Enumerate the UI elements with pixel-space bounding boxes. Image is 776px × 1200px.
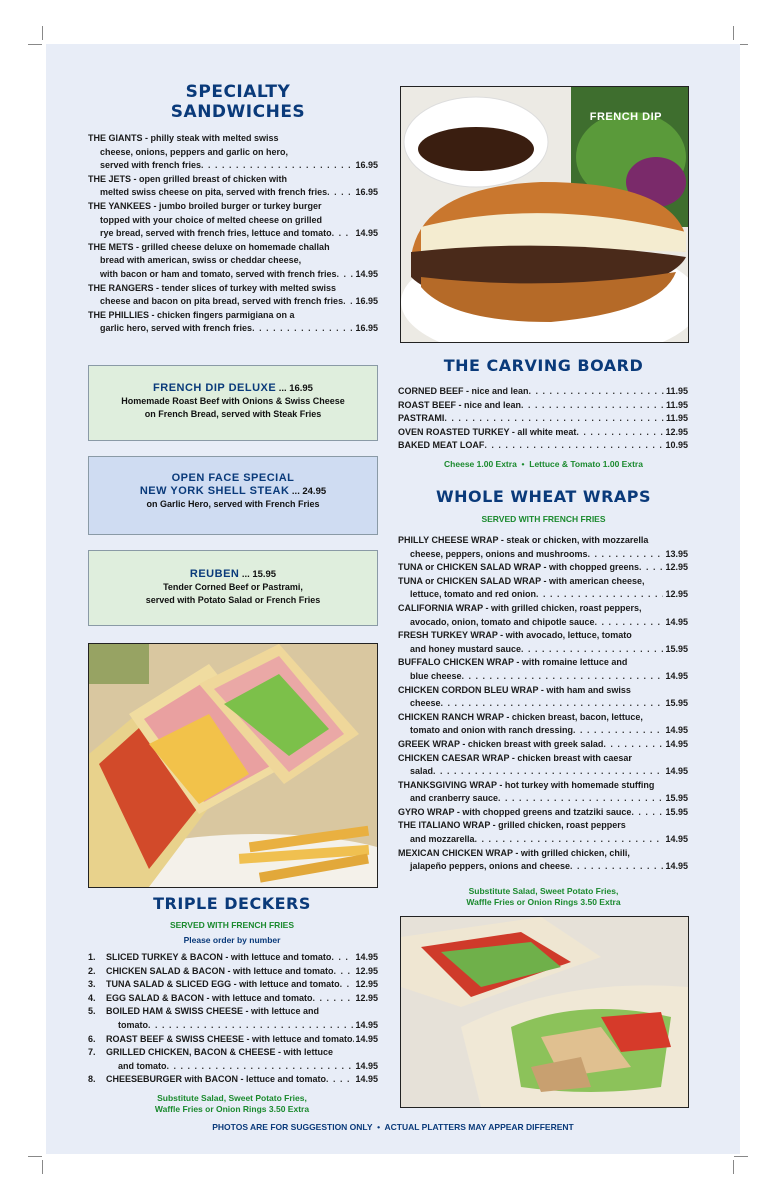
list-item (88, 282, 378, 309)
item-price: 15.95 (665, 643, 688, 654)
triple-substitute-note (88, 1093, 376, 1115)
item-line: PASTRAMI (398, 413, 445, 424)
item-price: 11.95 (665, 386, 688, 396)
list-item (88, 992, 378, 1006)
box-line: Tender Corned Beef or Pastrami, (163, 582, 303, 592)
item-price: 12.95 (665, 426, 688, 437)
item-price: 14.95 (665, 766, 688, 777)
item-price: 15.95 (665, 793, 688, 804)
item-line: avocado, onion, tomato and chipotle sauce (410, 616, 595, 627)
item-line: CHICKEN SALAD & BACON - with lettuce and tomato (106, 965, 334, 976)
list-item (398, 412, 688, 426)
box-title: OPEN FACE SPECIAL (171, 472, 295, 484)
note-separator: • (521, 459, 525, 469)
list-item (88, 1033, 378, 1047)
box-dots: ... (291, 486, 300, 497)
list-item (398, 561, 688, 575)
item-price: 15.95 (665, 806, 688, 817)
box-price: 16.95 (289, 383, 313, 394)
list-item (398, 711, 688, 738)
item-line: THE YANKEES - jumbo broiled burger or turkey burger (88, 200, 322, 211)
item-line: CHICKEN CORDON BLEU WRAP - with ham and swiss (398, 684, 631, 695)
list-item (398, 629, 688, 656)
item-number: 5. (88, 1006, 96, 1017)
item-line: PHILLY CHEESE WRAP - steak or chicken, with mozzarella (398, 535, 649, 545)
item-price: 12.95 (665, 589, 688, 600)
french-dip-deluxe-box (88, 365, 378, 441)
list-item (398, 779, 688, 806)
item-line: cheese, peppers, onions and mushrooms (410, 548, 588, 559)
crop-mark (733, 1160, 734, 1174)
item-price: 14.95 (355, 228, 378, 239)
crop-mark (734, 1156, 748, 1157)
box-title: NEW YORK SHELL STEAK (139, 485, 290, 497)
list-item (88, 965, 378, 979)
item-line: rye bread, served with french fries, lettuce and tomato (100, 228, 332, 239)
list-item (398, 575, 688, 602)
item-line: melted swiss cheese on pita, served with french fries (100, 187, 328, 198)
note-left: Cheese 1.00 Extra (444, 459, 517, 469)
item-price: 14.95 (355, 1019, 378, 1030)
club-sandwich-photo (88, 643, 378, 888)
item-price: 14.95 (355, 952, 378, 962)
item-line: OVEN ROASTED TURKEY - all white meat (398, 426, 577, 437)
item-price: 14.95 (665, 670, 688, 681)
item-price: 14.95 (665, 834, 688, 845)
specialty-list (88, 132, 378, 336)
item-line: and cranberry sauce (410, 793, 499, 804)
box-title: FRENCH DIP DELUXE (153, 382, 277, 394)
item-price: 14.95 (355, 1033, 378, 1044)
item-line: BAKED MEAT LOAF (398, 440, 485, 451)
item-line: and tomato (118, 1060, 167, 1071)
item-line: THE METS - grilled cheese deluxe on homemade challah (88, 241, 330, 252)
list-item (398, 806, 688, 820)
list-item (398, 602, 688, 629)
item-line: GRILLED CHICKEN, BACON & CHEESE - with lettuce (106, 1047, 334, 1058)
carving-extras-note (400, 459, 687, 469)
menu-page (46, 44, 740, 1154)
item-line: tomato (118, 1019, 148, 1030)
item-price: 11.95 (665, 413, 688, 424)
item-number: 3. (88, 979, 96, 990)
item-number: 2. (88, 965, 96, 976)
footer-separator: • (377, 1122, 381, 1132)
item-number: 8. (88, 1074, 96, 1085)
list-item (398, 439, 688, 453)
list-item (398, 684, 688, 711)
list-item (88, 132, 378, 173)
item-price: 14.95 (665, 725, 688, 736)
list-item (398, 399, 688, 413)
box-line: on French Bread, served with Steak Fries (144, 409, 322, 419)
item-number: 6. (88, 1033, 96, 1044)
box-line: served with Potato Salad or French Fries (145, 595, 321, 605)
item-line: cheese (410, 698, 441, 709)
item-line: jalapeño peppers, onions and cheese (410, 861, 571, 872)
list-item (88, 241, 378, 282)
crop-mark (733, 26, 734, 40)
item-price: 14.95 (355, 1074, 378, 1085)
footer-right: ACTUAL PLATTERS MAY APPEAR DIFFERENT (384, 1122, 574, 1132)
item-line: THANKSGIVING WRAP - hot turkey with homemade stuffing (398, 779, 655, 790)
item-price: 16.95 (355, 296, 378, 307)
item-line: GYRO WRAP - with chopped greens and tzatziki sauce (398, 806, 632, 817)
item-line: salad (410, 766, 434, 777)
item-number: 4. (88, 992, 96, 1003)
french-dip-label: FRENCH DIP (589, 111, 662, 123)
item-line: served with french fries (100, 160, 202, 171)
note-right: Lettuce & Tomato 1.00 Extra (529, 459, 643, 469)
note-line: Substitute Salad, Sweet Potato Fries, (468, 886, 619, 896)
item-line: tomato and onion with ranch dressing (410, 725, 574, 736)
item-line: with bacon or ham and tomato, served with french fries (100, 268, 337, 279)
footer-left: PHOTOS ARE FOR SUGGESTION ONLY (212, 1122, 373, 1132)
wrap-photo (400, 916, 689, 1108)
carving-board-title: THE CARVING BOARD (443, 356, 644, 375)
list-item (398, 385, 688, 399)
item-price: 12.95 (665, 562, 688, 573)
crop-mark (42, 26, 43, 40)
list-item (88, 978, 378, 992)
item-line: BUFFALO CHICKEN WRAP - with romaine lettuce and (398, 657, 628, 668)
wraps-title: WHOLE WHEAT WRAPS (435, 487, 652, 506)
item-line: SLICED TURKEY & BACON - with lettuce and tomato (106, 952, 332, 962)
list-item (88, 173, 378, 200)
item-line: CORNED BEEF - nice and lean (398, 386, 529, 396)
item-number: 7. (88, 1047, 96, 1058)
item-line: cheese, onions, peppers and garlic on hero, (100, 146, 289, 157)
item-line: THE JETS - open grilled breast of chicken with (88, 173, 288, 184)
item-line: topped with your choice of melted cheese on grilled (100, 214, 323, 225)
item-line: and honey mustard sauce (410, 643, 522, 654)
item-line: THE ITALIANO WRAP - grilled chicken, roast peppers (398, 820, 626, 831)
item-line: EGG SALAD & BACON - with lettuce and tomato (106, 992, 313, 1003)
triple-subtitle: SERVED WITH FRENCH FRIES (169, 920, 295, 930)
item-price: 12.95 (355, 992, 378, 1003)
list-item (88, 309, 378, 336)
item-line: THE GIANTS - philly steak with melted swiss (88, 133, 279, 143)
list-item (398, 738, 688, 752)
item-line: CHICKEN RANCH WRAP - chicken breast, bacon, lettuce, (398, 711, 643, 722)
item-price: 15.95 (665, 698, 688, 709)
item-price: 16.95 (355, 160, 378, 171)
item-line: blue cheese (410, 670, 462, 681)
item-line: THE PHILLIES - chicken fingers parmigiana on a (88, 309, 295, 320)
french-dip-illustration (401, 87, 688, 342)
item-price: 12.95 (355, 965, 378, 976)
crop-mark (28, 44, 42, 45)
list-item (398, 752, 688, 779)
item-price: 14.95 (355, 1060, 378, 1071)
item-line: and mozzarella (410, 834, 475, 845)
wraps-list (398, 534, 688, 874)
box-line: on Garlic Hero, served with French Fries (146, 499, 320, 509)
list-item (398, 819, 688, 846)
list-item (88, 1073, 378, 1087)
item-line: BOILED HAM & SWISS CHEESE - with lettuce and (106, 1006, 320, 1017)
list-item (398, 656, 688, 683)
item-line: garlic hero, served with french fries (100, 323, 253, 334)
triple-list (88, 951, 378, 1087)
french-dip-photo (400, 86, 689, 343)
specialty-title-line1: SPECIALTY (185, 82, 291, 102)
item-line: GREEK WRAP - chicken breast with greek salad (398, 738, 604, 749)
footer-note (46, 1122, 740, 1132)
item-line: FRESH TURKEY WRAP - with avocado, lettuce, tomato (398, 630, 632, 641)
list-item (88, 1046, 378, 1073)
open-face-special-box (88, 456, 378, 535)
item-line: ROAST BEEF - nice and lean (398, 399, 522, 410)
box-price: 15.95 (252, 569, 277, 580)
item-line: lettuce, tomato and red onion (410, 589, 537, 600)
list-item (398, 426, 688, 440)
club-sandwich-illustration (89, 644, 377, 887)
item-price: 14.95 (355, 268, 378, 279)
item-price: 16.95 (355, 187, 378, 198)
triple-order-note: Please order by number (183, 935, 281, 945)
item-line: MEXICAN CHICKEN WRAP - with grilled chicken, chili, (398, 847, 630, 858)
box-price: 24.95 (302, 486, 327, 497)
item-price: 14.95 (665, 738, 688, 749)
specialty-title-line2: SANDWICHES (170, 102, 306, 122)
wrap-illustration (401, 917, 688, 1107)
item-price: 11.95 (665, 399, 688, 410)
item-number: 1. (88, 952, 96, 962)
wraps-substitute-note (400, 886, 687, 908)
crop-mark (42, 1160, 43, 1174)
list-item (88, 200, 378, 241)
item-line: CHEESEBURGER with BACON - lettuce and tomato (106, 1074, 327, 1085)
item-line: ROAST BEEF & SWISS CHEESE - with lettuce and tomato (106, 1033, 353, 1044)
item-price: 10.95 (665, 440, 688, 451)
note-line: Substitute Salad, Sweet Potato Fries, (157, 1093, 307, 1103)
item-price: 12.95 (355, 979, 378, 990)
item-line: CHICKEN CAESAR WRAP - chicken breast with caesar (398, 752, 632, 763)
note-line: Waffle Fries or Onion Rings 3.50 Extra (154, 1104, 310, 1114)
reuben-box (88, 550, 378, 626)
item-line: TUNA or CHICKEN SALAD WRAP - with chopped greens (398, 562, 640, 573)
item-line: TUNA or CHICKEN SALAD WRAP - with american cheese, (398, 575, 645, 586)
list-item (398, 534, 688, 561)
specialty-title (138, 82, 338, 122)
item-price: 16.95 (355, 323, 378, 334)
wraps-subtitle: SERVED WITH FRENCH FRIES (481, 514, 606, 524)
box-dots: ... (278, 383, 287, 394)
item-line: THE RANGERS - tender slices of turkey with melted swiss (88, 282, 337, 293)
carving-list (398, 385, 688, 453)
item-price: 13.95 (665, 548, 688, 559)
box-title: REUBEN (189, 568, 240, 580)
item-line: cheese and bacon on pita bread, served with french fries (100, 296, 344, 307)
item-price: 14.95 (665, 861, 688, 872)
item-line: bread with american, swiss or cheddar cheese, (100, 255, 302, 266)
list-item (88, 1005, 378, 1032)
note-line: Waffle Fries or Onion Rings 3.50 Extra (466, 897, 621, 907)
box-dots: ... (241, 569, 250, 580)
list-item (88, 951, 378, 965)
list-item (398, 847, 688, 874)
item-line: TUNA SALAD & SLICED EGG - with lettuce and tomato (106, 979, 340, 990)
item-price: 14.95 (665, 616, 688, 627)
crop-mark (28, 1156, 42, 1157)
box-line: Homemade Roast Beef with Onions & Swiss Cheese (121, 396, 345, 406)
triple-deckers-title: TRIPLE DECKERS (153, 894, 311, 913)
item-line: CALIFORNIA WRAP - with grilled chicken, roast peppers, (398, 602, 642, 613)
